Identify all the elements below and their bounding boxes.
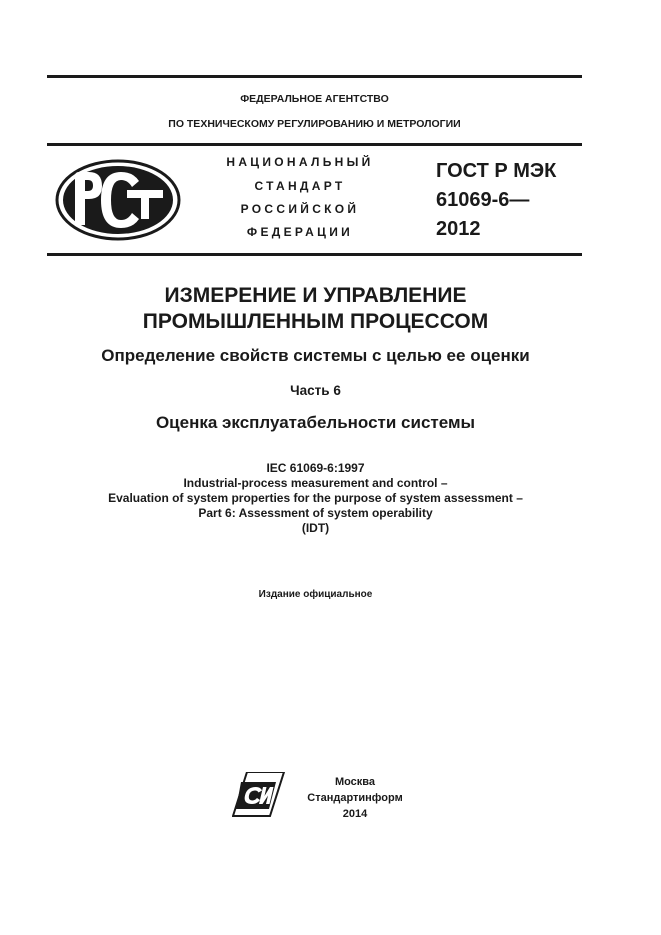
title-rule <box>47 253 582 256</box>
national-standard-line-1: НАЦИОНАЛЬНЫЙ <box>226 155 374 169</box>
rst-certification-logo-icon <box>55 159 181 241</box>
national-standard-line-4: ФЕДЕРАЦИИ <box>246 225 354 239</box>
part-title: Оценка эксплуатабельности системы <box>155 413 476 432</box>
top-rule <box>47 75 582 78</box>
header-rule <box>47 143 582 146</box>
publisher-city: Москва <box>334 776 376 788</box>
gost-designation-line-3: 2012 <box>436 218 481 240</box>
agency-line-2: ПО ТЕХНИЧЕСКОМУ РЕГУЛИРОВАНИЮ И МЕТРОЛОГИИ <box>168 118 461 130</box>
national-standard-line-2: СТАНДАРТ <box>254 179 346 193</box>
gost-designation-line-2: 61069-6— <box>436 189 530 211</box>
title-line-1: ИЗМЕРЕНИЕ И УПРАВЛЕНИЕ <box>164 284 467 307</box>
iec-code: IEC 61069-6:1997 <box>266 461 365 475</box>
iec-title-line-2: Evaluation of system properties for the purpose of system assessment – <box>108 491 523 505</box>
agency-line-1: ФЕДЕРАЛЬНОЕ АГЕНТСТВО <box>240 93 389 105</box>
standartinform-logo-icon <box>232 772 286 818</box>
subtitle: Определение свойств системы с целью ее оценки <box>101 346 530 365</box>
national-standard-line-3: РОССИЙСКОЙ <box>240 202 360 216</box>
title-line-2: ПРОМЫШЛЕННЫМ ПРОЦЕССОМ <box>142 310 489 333</box>
gost-designation-line-1: ГОСТ Р МЭК <box>436 160 557 182</box>
publication-year: 2014 <box>342 808 368 820</box>
part-number: Часть 6 <box>290 383 341 398</box>
iec-identity-mark: (IDT) <box>301 521 330 535</box>
iec-title-line-1: Industrial-process measurement and control – <box>183 476 448 490</box>
publisher-name: Стандартинформ <box>307 792 403 804</box>
edition-note: Издание официальное <box>258 589 373 600</box>
iec-title-line-3: Part 6: Assessment of system operability <box>198 506 433 520</box>
